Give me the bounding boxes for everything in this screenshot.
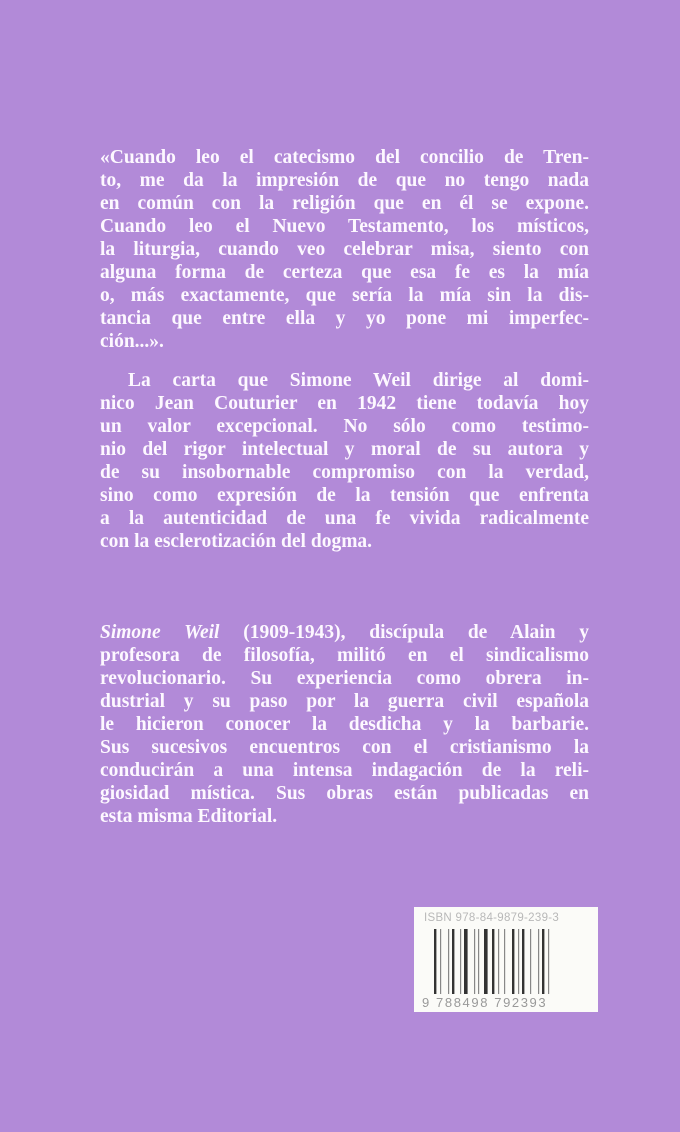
- text-line: esta misma Editorial.: [100, 806, 278, 827]
- description-paragraph: [100, 369, 589, 553]
- text-line: revolucionario. Su experiencia como obrera in-: [100, 668, 589, 689]
- bio-first-line: Simone Weil (1909-1943), discípula de Alain y: [100, 622, 589, 643]
- barcode-bar: [492, 929, 494, 994]
- text-line: con la esclerotización del dogma.: [100, 531, 373, 552]
- barcode-bar: [464, 929, 468, 994]
- barcode-bars: [434, 929, 584, 994]
- barcode-bar: [452, 929, 454, 994]
- barcode-bar: [538, 929, 539, 994]
- text-line: profesora de filosofía, militó en el sindicalismo: [100, 645, 589, 666]
- text-line: le hicieron conocer la desdicha y la barbarie.: [100, 714, 589, 735]
- text-line: en común con la religión que en él se expone.: [100, 193, 589, 214]
- text-line: de su insobornable compromiso con la verdad,: [100, 462, 589, 483]
- barcode-bar: [434, 929, 436, 994]
- text-line: Cuando leo el Nuevo Testamento, los místicos,: [100, 216, 589, 237]
- text-line: tancia que entre ella y yo pone mi imperfec-: [100, 308, 589, 329]
- barcode-bar: [460, 929, 461, 994]
- barcode-bar: [518, 929, 519, 994]
- barcode-bar: [542, 929, 544, 994]
- text-line: la liturgia, cuando veo celebrar misa, siento con: [100, 239, 589, 260]
- text-line: o, más exactamente, que sería la mía sin la dis-: [100, 285, 589, 306]
- text-line: a la autenticidad de una fe vivida radicalmente: [100, 508, 589, 529]
- text-line: to, me da la impresión de que no tengo nada: [100, 170, 589, 191]
- barcode-bar: [440, 929, 441, 994]
- text-line: «Cuando leo el catecismo del concilio de Tren-: [100, 147, 589, 168]
- barcode-bar: [474, 929, 475, 994]
- text-line: nio del rigor intelectual y moral de su autora y: [100, 439, 589, 460]
- ean-number: 9 788498 792393: [422, 995, 548, 1010]
- isbn-text: ISBN 978-84-9879-239-3: [424, 912, 560, 924]
- quote-paragraph: [100, 146, 589, 353]
- barcode-bar: [530, 929, 531, 994]
- author-name: Simone Weil: [100, 622, 220, 643]
- text-line: ción...».: [100, 331, 164, 352]
- barcode-bar: [448, 929, 449, 994]
- barcode-bar: [512, 929, 514, 994]
- text-line: alguna forma de certeza que esa fe es la mía: [100, 262, 589, 283]
- text-line: giosidad mística. Sus obras están publicadas en: [100, 783, 589, 804]
- isbn-barcode: [414, 907, 598, 1012]
- text-line: Sus sucesivos encuentros con el cristianismo la: [100, 737, 589, 758]
- barcode-bar: [504, 929, 505, 994]
- text-line: conducirán a una intensa indagación de la reli-: [100, 760, 589, 781]
- text-line: dustrial y su paso por la guerra civil española: [100, 691, 589, 712]
- barcode-bar: [498, 929, 499, 994]
- barcode-bar: [484, 929, 488, 994]
- text-line: sino como expresión de la tensión que enfrenta: [100, 485, 589, 506]
- text-line: nico Jean Couturier en 1942 tiene todavía hoy: [100, 393, 589, 414]
- author-bio-paragraph: [100, 621, 589, 828]
- barcode-bar: [478, 929, 479, 994]
- barcode-bar: [548, 929, 549, 994]
- text-line: La carta que Simone Weil dirige al domi-: [128, 370, 589, 391]
- text-line: un valor excepcional. No sólo como testimo-: [100, 416, 589, 437]
- barcode-bar: [522, 929, 524, 994]
